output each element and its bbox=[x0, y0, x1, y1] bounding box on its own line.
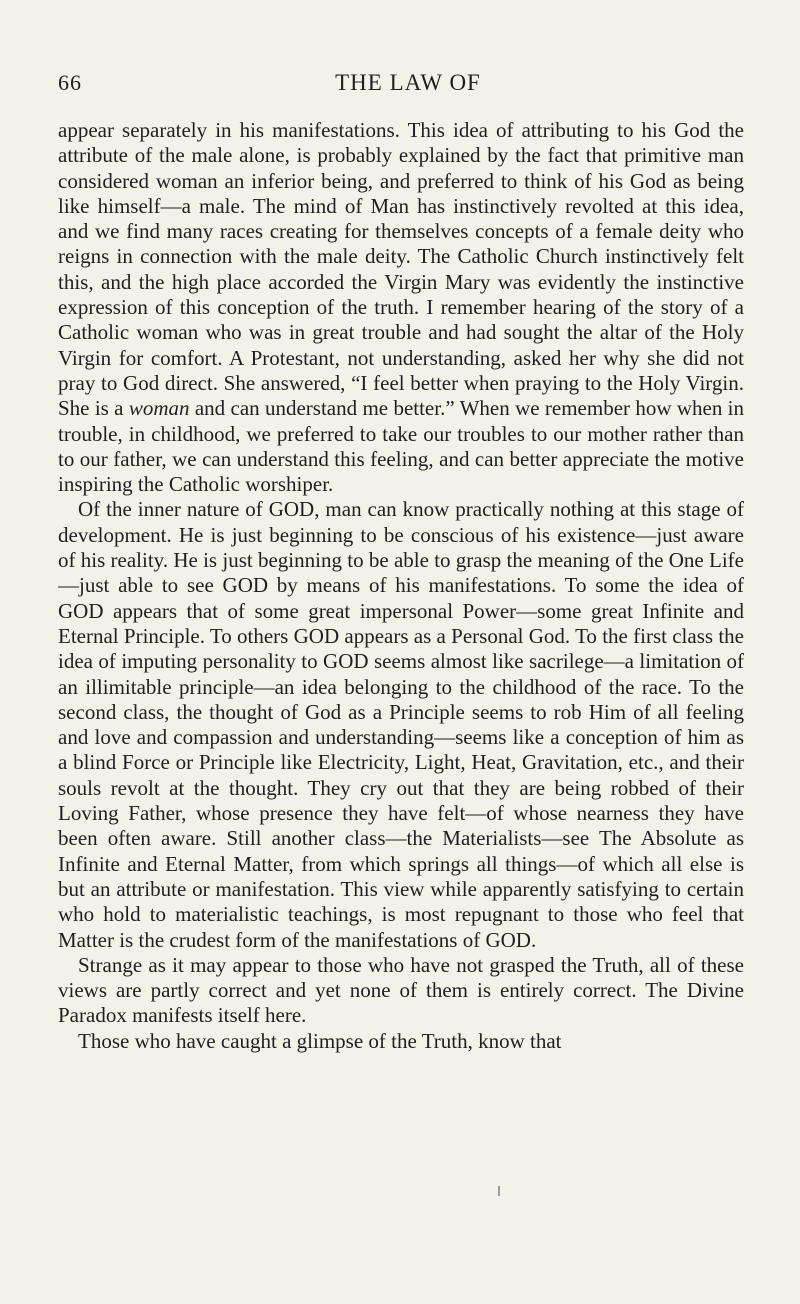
page-number: 66 bbox=[58, 70, 82, 95]
paragraph bbox=[58, 118, 744, 497]
paragraph: Of the inner nature of GOD, man can know practically nothing at this stage of development. He is just beginning to be conscious of his existence—just aware of his reality. He is just beginning to be able to grasp the meaning of the One Life—just able to see GOD by means of his manifestations. To some the idea of GOD appears that of some great impersonal Power—some great Infinite and Eternal Principle. To others GOD appears as a Personal God. To the first class the idea of imputing personality to GOD seems almost like sacrilege—a limitation of an illimitable principle—an idea belonging to the childhood of the race. To the second class, the thought of God as a Principle seems to rob Him of all feeling and love and compassion and understanding—seems like a conception of him as a blind Force or Principle like Electricity, Light, Heat, Gravitation, etc., and their souls revolt at the thought. They cry out that they are being robbed of their Loving Father, whose presence they have felt—of whose nearness they have been often aware. Still another class—the Materialists—see The Absolute as Infinite and Eternal Matter, from which springs all things—of which all else is but an attribute or manifestation. This view while apparently satisfying to certain who hold to materialistic teachings, is most repugnant to those who feel that Matter is the crudest form of the manifestations of GOD. bbox=[58, 497, 744, 952]
running-head: THE LAW OF bbox=[335, 70, 481, 95]
page-header bbox=[58, 70, 758, 100]
paragraph-text: and can understand me better.” When we remember how when in trouble, in childhood, we preferred to take our troubles to our mother rather than to our father, we can understand this feeling, and can better appreciate the motive inspiring the Catholic worshiper. bbox=[58, 396, 745, 497]
paragraph: Those who have caught a glimpse of the Truth, know that bbox=[78, 1028, 562, 1053]
emphasized-text: woman bbox=[128, 396, 190, 421]
body-text bbox=[58, 118, 744, 1054]
paragraph-text: appear separately in his manifestations. This idea of attributing to his God the attribute of the male alone, is probably explained by the fact that primitive man considered woman an inferior being, and preferred to think of his God as being like himself—a male. The mind of Man has instinctively revolted at this idea, and we find many races creating for themselves concepts of a female deity who reigns in connection with the male deity. The Catholic Church instinctively felt this, and the high place accorded the Virgin Mary was evidently the instinctive expression of this conception of the truth. I remember hearing of the story of a Catholic woman who was in great trouble and had sought the altar of the Holy Virgin for comfort. A Protestant, not understanding, asked her why she did not pray to God direct. She answered, “I feel better when praying to the Holy Virgin. She is a bbox=[58, 118, 744, 421]
print-mark bbox=[498, 1186, 500, 1196]
paragraph: Strange as it may appear to those who have not grasped the Truth, all of these views are partly correct and yet none of them is entirely correct. The Divine Paradox manifests itself here. bbox=[58, 952, 744, 1028]
